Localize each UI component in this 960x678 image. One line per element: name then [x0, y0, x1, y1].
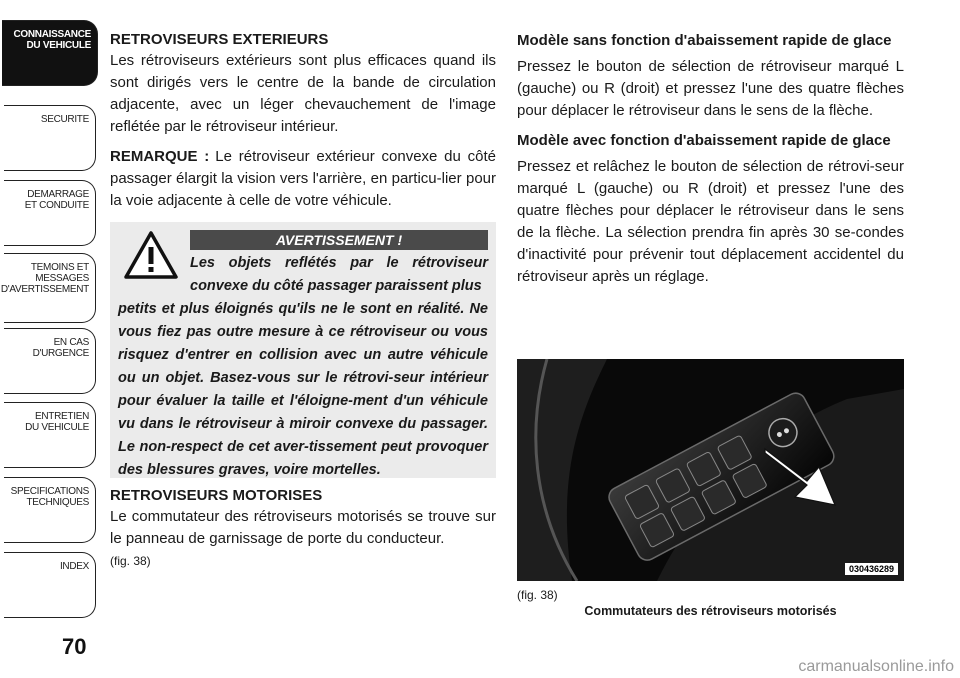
paragraph-motorises: [110, 506, 496, 572]
page-number: 70: [62, 634, 87, 659]
warning-box: [110, 222, 496, 478]
tab-entretien-du-vehicule[interactable]: ENTRETIEN DU VEHICULE: [4, 402, 96, 468]
figure-mirror-switch-photo: [517, 359, 904, 581]
section-heading-retroviseurs-exterieurs: RETROVISEURS EXTERIEURS: [110, 31, 329, 48]
tab-connaissance-du-vehicule[interactable]: CONNAISSANCE DU VEHICULE: [2, 20, 98, 86]
paragraph-avec-abaissement: Pressez et relâchez le bouton de sélection de rétrovi-seur marqué L (gauche) ou R (droit) et pressez l'une des quatre flèches pour déplacer le rétroviseur dans le sens de la flèche. La sélection prendra fin après 30 se-condes d'inactivité pour prévenir tout déplacement accidentel du rétroviseur après un réglage.: [517, 158, 904, 285]
warning-text: [118, 252, 488, 482]
paragraph-sans-abaissement: Pressez le bouton de sélection de rétroviseur marqué L (gauche) ou R (droit) et pressez l'une des quatre flèches pour déplacer le rétroviseur dans le sens de la flèche.: [517, 58, 904, 119]
tab-demarrage-et-conduite[interactable]: DEMARRAGE ET CONDUITE: [4, 180, 96, 246]
paragraph-exterieurs: Les rétroviseurs extérieurs sont plus efficaces quand ils sont dirigés vers le centre de la bande de circulation adjacente, avec un léger chevauchement de l'image reflétée par le rétroviseur intérieur.: [110, 52, 496, 135]
tab-en-cas-d-urgence[interactable]: EN CAS D'URGENCE: [4, 328, 96, 394]
warning-title: AVERTISSEMENT !: [190, 230, 488, 250]
figure-label: (fig. 38): [517, 588, 558, 602]
tab-temoins-et-messages[interactable]: TEMOINS ET MESSAGES D'AVERTISSEMENT: [4, 253, 96, 323]
figure-caption: Commutateurs des rétroviseurs motorisés: [584, 604, 837, 618]
figure-reference: (fig. 38): [110, 554, 151, 568]
remarque-label: REMARQUE :: [110, 148, 210, 165]
remarque-text: Le rétroviseur extérieur convexe du côté passager élargit la vision vers l'arrière, en particu-lier pour la voie adjacente à celle de votre véhicule.: [110, 148, 496, 209]
section-heading-retroviseurs-motorises: RETROVISEURS MOTORISES: [110, 487, 323, 504]
right-column: [517, 30, 904, 296]
door-panel-illustration: [517, 359, 904, 581]
figure-code: 030436289: [845, 563, 898, 575]
tab-specifications-techniques[interactable]: SPECIFICATIONS TECHNIQUES: [4, 477, 96, 543]
left-column: [110, 30, 496, 580]
warning-text-rest: petits et plus éloignés qu'ils ne le sont en réalité. Ne vous fiez pas outre mesure à ce rétroviseur ou vous risquez d'entrer en collision avec un autre véhicule ou un objet. Basez-vous sur le rétrovi-seur intérieur pour évaluer la taille et l'éloigne-ment d'un véhicule vu dans le rétroviseur à miroir convexe du passager. Le non-respect de cet aver-tissement peut provoquer des blessures graves, voire mortelles.: [118, 301, 488, 478]
subheading-sans-abaissement: Modèle sans fonction d'abaissement rapide de glace: [517, 32, 892, 49]
warning-triangle-icon: [124, 230, 178, 280]
chapter-sidebar: [0, 0, 100, 678]
tab-securite[interactable]: SECURITE: [4, 105, 96, 171]
paragraph-motorises-text: Le commutateur des rétroviseurs motorisés se trouve sur le panneau de garnissage de porte du conducteur.: [110, 508, 496, 547]
remarque-paragraph: [110, 146, 496, 212]
subheading-avec-abaissement: Modèle avec fonction d'abaissement rapide de glace: [517, 132, 891, 149]
tab-index[interactable]: INDEX: [4, 552, 96, 618]
warning-text-first: Les objets reflétés par le rétroviseur convexe du côté passager paraissent plus: [190, 255, 488, 294]
watermark: carmanualsonline.info: [798, 658, 954, 675]
